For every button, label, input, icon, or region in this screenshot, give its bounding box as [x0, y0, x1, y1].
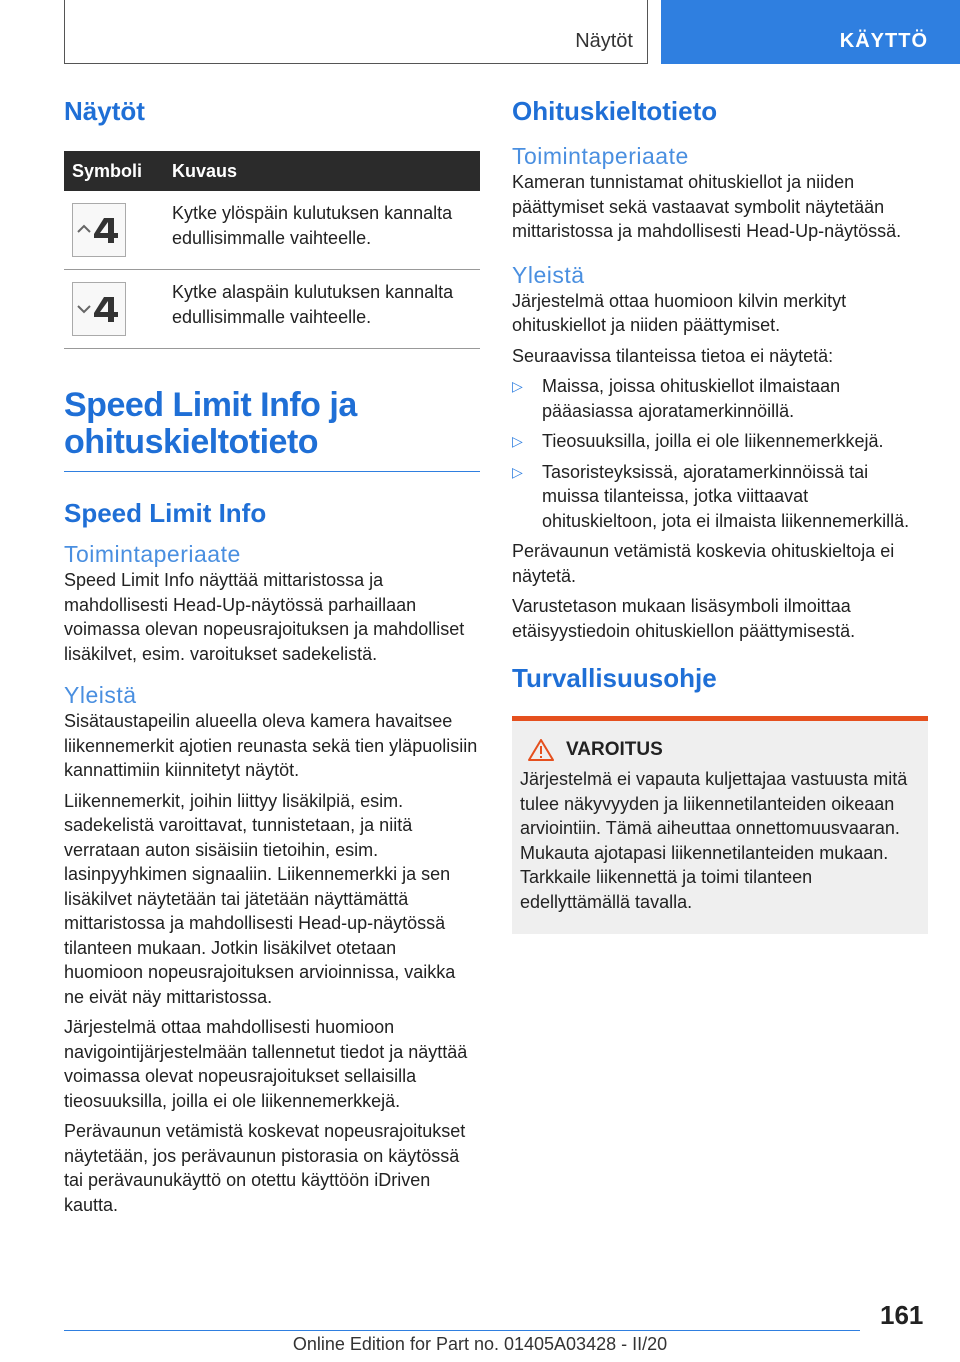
warning-box	[512, 716, 928, 934]
footer-edition: Online Edition for Part no. 01405A03428 - II/20	[292, 1334, 668, 1354]
right-principle-title: Toimintaperiaate	[512, 143, 689, 169]
table-row	[64, 191, 480, 270]
gear-down-4-icon	[72, 282, 126, 336]
triangle-bullet-icon: ▷	[512, 433, 523, 449]
row-description: Kytke ylöspäin kulutuksen kannalta edullisimmalle vaihteelle.	[164, 191, 480, 270]
symbol-table-header	[64, 151, 480, 191]
left-general-p1: Sisätaustapeilin alueella oleva kamera havaitsee liikennemerkit ajotien reunasta sekä tien yläpuolisiin kannattimiin kiinnitetyt näytöt.	[64, 711, 478, 780]
list-item: ▷ Maissa, joissa ohituskiellot ilmaistaan pääasiassa ajoratamerkinnöillä.	[512, 376, 841, 421]
safety-title: Turvallisuusohje	[512, 663, 717, 693]
gear-up-4-icon	[72, 203, 126, 257]
sli-title: Speed Limit Info	[64, 498, 267, 528]
table-row	[64, 270, 480, 349]
list-item: ▷ Tieosuuksilla, joilla ei ole liikennemerkkejä.	[512, 429, 928, 454]
warning-triangle-icon	[528, 739, 554, 761]
right-general-p3: Perävaunun vetämistä koskevia ohituskieltoja ei näytetä.	[512, 541, 895, 586]
col-header-desc: Kuvaus	[164, 151, 480, 191]
triangle-bullet-icon: ▷	[512, 463, 523, 480]
header-chapter-box	[661, 0, 960, 64]
left-general-p3: Järjestelmä ottaa mahdollisesti huomioon navigointijärjestelmään tallennetut tiedot ja näyttää voimassa olevat nopeusrajoitukset sellaisilla tieosuuksilla, joilla ei ole liikennemerkkejä.	[64, 1017, 468, 1111]
right-general-p4: Varustetason mukaan lisäsymboli ilmoittaa etäisyystiedoin ohituskiellon päättymisestä.	[512, 596, 856, 641]
symbol-table	[64, 151, 480, 349]
exception-list	[512, 374, 928, 533]
left-general-p2: Liikennemerkit, joihin liittyy lisäkilpiä, esim. sadekelistä varoittavat, tunnistetaan, ja niitä verrataan auton sisäisiin tietoihin, esim. lasinpyyhkimen signaaliin. Liikennemerkki ja sen lisäkilvet näytetään tai jätetään näyttämättä mittaristossa ja mahdollisesti Head-up-näytössä tilanteen mukaan. Jotkin lisäkilvet otetaan huomioon nopeusrajoituksen arvioinnissa, vaikka ne eivät näy mittaristossa.	[64, 790, 456, 1007]
right-general-p2: Seuraavissa tilanteissa tietoa ei näytetä:	[512, 345, 834, 366]
col-header-symbol: Symboli	[64, 151, 164, 191]
big-title-block	[64, 387, 480, 472]
left-principle-text: Speed Limit Info näyttää mittaristossa ja mahdollisesti Head-Up-näytössä parhaillaan voimassa olevan nopeusrajoituksen ja mahdolliset lisäkilvet, esim. varoitukset sadekelistä.	[64, 570, 465, 664]
left-principle-title: Toimintaperiaate	[64, 541, 241, 567]
header-section-box	[64, 0, 648, 64]
header-section-title: Näytöt	[575, 30, 633, 52]
left-general-p4: Perävaunun vetämistä koskevat nopeusrajoitukset näytetään, jos perävaunun pistorasia on käytössä tai perävaunukäyttö on otettu käyttöön iDriven kautta.	[64, 1121, 466, 1215]
big-title: Speed Limit Info ja ohituskieltotieto	[64, 386, 357, 461]
header-chapter-title: KÄYTTÖ	[839, 30, 928, 52]
warning-title: VAROITUS	[566, 739, 663, 760]
warning-text: Järjestelmä ei vapauta kuljettajaa vastuusta mitä tulee näkyvyyden ja liikennetilanteiden oikeaan arviointiin. Tämä aiheuttaa onnettomuusvaaran. Mukauta ajotapasi liikennetilanteiden mukaan. Tarkkaile liikennettä ja toimi tilanteen edellyttämällä tavalla.	[520, 769, 908, 912]
row-description: Kytke alaspäin kulutuksen kannalta edullisimmalle vaihteelle.	[164, 270, 480, 349]
left-column	[64, 96, 480, 1217]
right-general-p1: Järjestelmä ottaa huomioon kilvin merkityt ohituskiellot ja niiden päättymiset.	[512, 290, 847, 335]
list-item: ▷ Tasoristeyksissä, ajoratamerkinnöissä tai muissa tilanteissa, jotka viittaavat ohituskieltoon, jota ei ilmaista liikennemerkillä.	[512, 461, 910, 531]
right-title: Ohituskieltotieto	[512, 96, 718, 126]
triangle-bullet-icon: ▷	[512, 378, 523, 394]
right-column	[512, 96, 928, 934]
right-principle-text: Kameran tunnistamat ohituskiellot ja niiden päättymiset sekä vastaavat symbolit näytetään mittaristossa ja mahdollisesti Head-Up-näytössä.	[512, 172, 902, 241]
page-number: 161	[880, 1300, 924, 1330]
right-general-title: Yleistä	[512, 261, 585, 288]
naytot-title: Näytöt	[64, 96, 145, 126]
footer-rule	[64, 1330, 860, 1331]
left-general-title: Yleistä	[64, 682, 137, 708]
